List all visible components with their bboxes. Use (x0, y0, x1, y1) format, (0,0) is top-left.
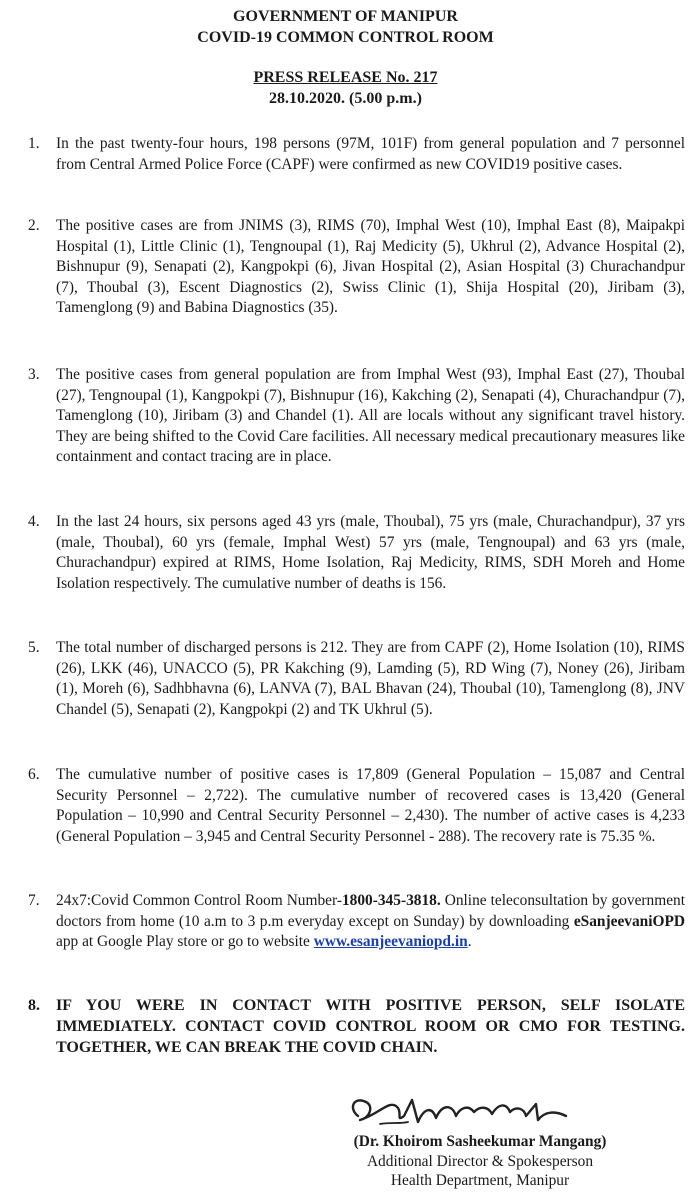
website-link[interactable]: www.esanjeevaniopd.in (313, 933, 468, 950)
list-item-7 (28, 891, 685, 953)
signatory-department: Health Department, Manipur (390, 1172, 570, 1189)
list-item-3 (28, 365, 685, 468)
item-text: The cumulative number of positive cases is 17,809 (General Population – 15,087 and Central Security Personnel – 2,722). The cumulative number of recovered cases is 13,420 (General Population – 10,990 and Central Security Personnel – 2,430). The number of active cases is 4,233 (General Population – 3,945 and Central Security Personnel - 288). The recovery rate is 75.35 %. (56, 766, 685, 845)
control-room-phone: 1800-345-3818. (341, 892, 441, 909)
item7-mid: Online teleconsultation by government doctors from home (10 a.m to 3 p.m everyday except on Sunday) by downloading (56, 892, 685, 930)
signatory-name: (Dr. Khoirom Sasheekumar Mangang) (353, 1133, 607, 1150)
item7-end: . (467, 933, 472, 950)
item-text: The total number of discharged persons is 212. They are from CAPF (2), Home Isolation (10), RIMS (26), LKK (46), UNACCO (5), PR Kakching (9), Lamding (5), RD Wing (7), Noney (26), Jiribam (1), Moreh (6), Sadhbhavna (6), LANVA (7), BAL Bhavan (24), Thoubal (10), Tamenglong (8), JNV Chandel (5), Senapati (2), Kangpokpi (2) and TK Ukhrul (5). (56, 639, 685, 718)
item-number: 5. (28, 639, 40, 656)
header-government: GOVERNMENT OF MANIPUR (233, 8, 458, 25)
item-number: 2. (28, 217, 40, 234)
item-number: 4. (28, 513, 40, 530)
item-text: In the last 24 hours, six persons aged 43 yrs (male, Thoubal), 75 yrs (male, Churachandpur), 37 yrs (male, Thoubal), 60 yrs (female, Imphal West) 57 yrs (male, Tengnoupal) and 63 yrs (male, Churachandpur) expired at RIMS, Home Isolation, Raj Medicity, RIMS, SDH Moreh and Home Isolation respectively. The cumulative number of deaths is 156. (56, 513, 685, 592)
item-text: The positive cases from general population are from Imphal West (93), Imphal East (27), Thoubal (27), Tengnoupal (1), Kangpokpi (7), Bishnupur (16), Kakching (2), Senapati (4), Churachandpur (7), Tamenglong (10), Jiribam (3) and Chandel (1). All are locals without any significant travel history. They are being shifted to the Covid Care facilities. All necessary medical precautionary measures like containment and contact tracing are in place. (56, 366, 685, 465)
list-item-8 (28, 995, 685, 1058)
signature-image (340, 1078, 580, 1136)
press-release-date: 28.10.2020. (5.00 p.m.) (269, 90, 422, 107)
item-text-warning: IF YOU WERE IN CONTACT WITH POSITIVE PERSON, SELF ISOLATE IMMEDIATELY. CONTACT COVID CONTROL ROOM OR CMO FOR TESTING. TOGETHER, WE CAN BREAK THE COVID CHAIN. (56, 997, 685, 1056)
item-number: 3. (28, 366, 40, 383)
item-number: 8. (28, 997, 40, 1014)
app-name: eSanjeevaniOPD (573, 912, 685, 930)
list-item-2 (28, 216, 685, 319)
item-text: In the past twenty-four hours, 198 persons (97M, 101F) from general population and 7 personnel from Central Armed Police Force (CAPF) were confirmed as new COVID19 positive cases. (56, 135, 685, 173)
item-number: 1. (28, 135, 40, 152)
item7-pre: 24x7:Covid Common Control Room Number- (56, 892, 342, 909)
list-item-4 (28, 512, 685, 594)
press-release-number: PRESS RELEASE No. 217 (253, 69, 438, 86)
signatory-title: Additional Director & Spokesperson (366, 1153, 594, 1170)
item7-post: app at Google Play store or go to website (56, 933, 314, 950)
item-number: 7. (28, 892, 40, 909)
item-text (56, 891, 685, 953)
list-item-5 (28, 638, 685, 720)
item-number: 6. (28, 766, 40, 783)
list-item-6 (28, 765, 685, 847)
item-text: The positive cases are from JNIMS (3), RIMS (70), Imphal West (10), Imphal East (8), Maipakpi Hospital (1), Little Clinic (1), Tengnoupal (1), Raj Medicity (5), Ukhrul (2), Advance Hospital (2), Bishnupur (9), Senapati (2), Kangpokpi (6), Jivan Hospital (2), Asian Hospital (3) Churachandpur (7), Thoubal (3), Escent Diagnostics (2), Swiss Clinic (1), Shija Hospital (20), Jiribam (3), Tamenglong (9) and Babina Diagnostics (35). (56, 217, 685, 316)
header-control-room: COVID-19 COMMON CONTROL ROOM (197, 29, 494, 46)
list-item-1 (28, 134, 685, 175)
